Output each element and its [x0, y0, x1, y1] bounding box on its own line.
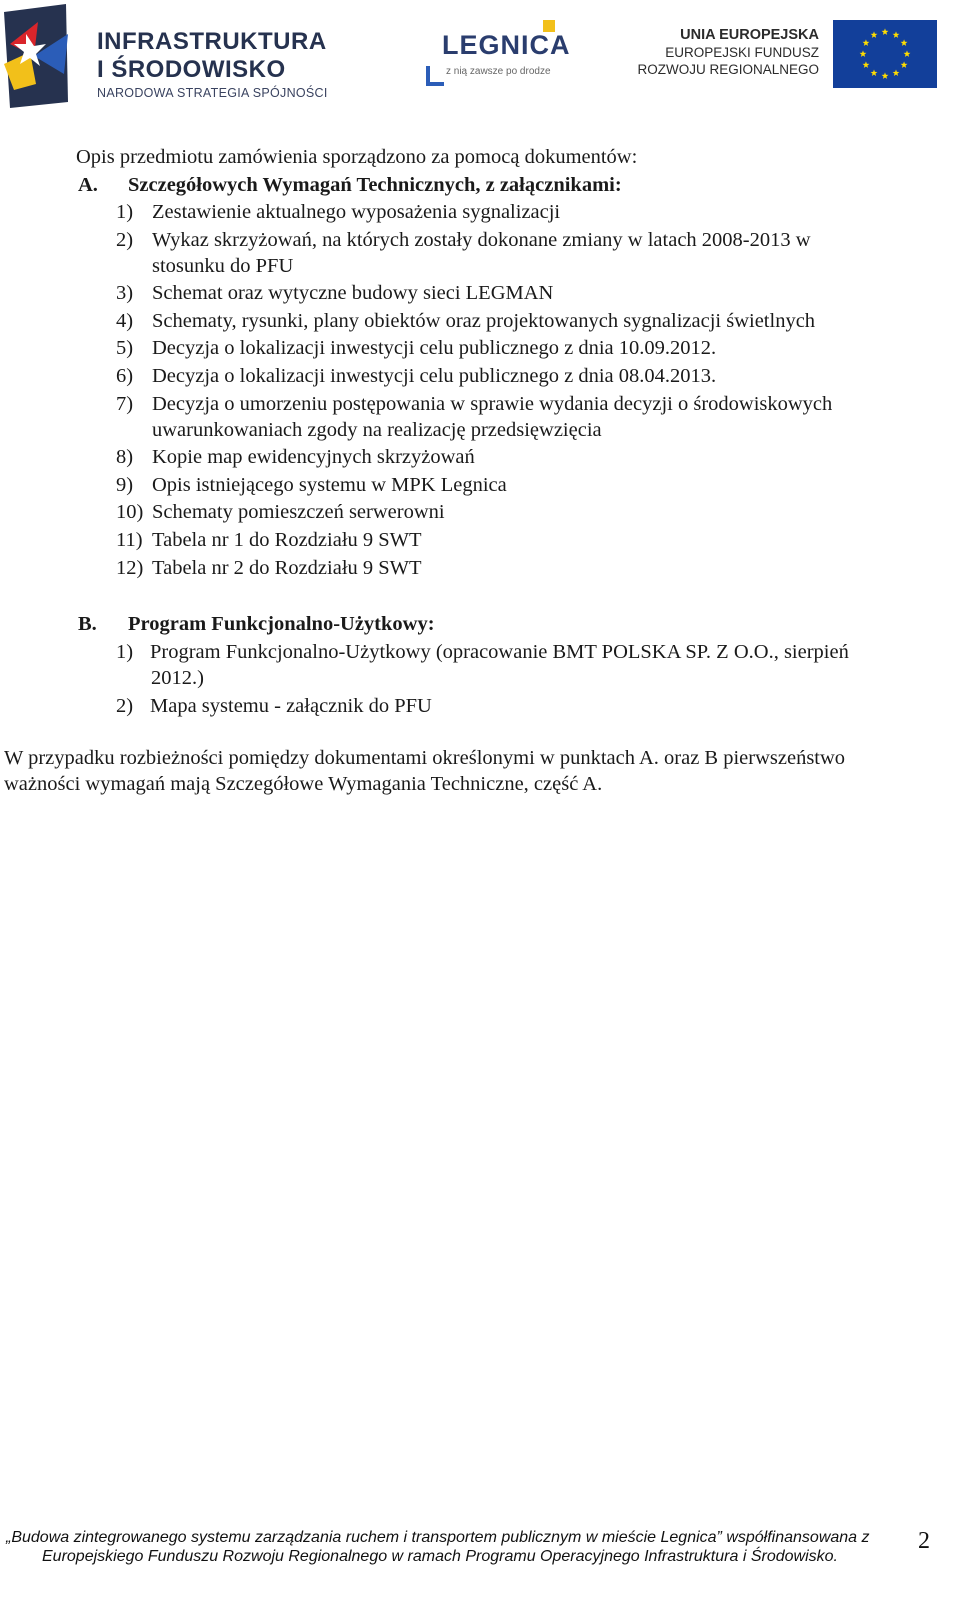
list-item-number: 6) [116, 365, 134, 387]
eu-logo [637, 18, 937, 90]
section-a-title: Szczegółowych Wymagań Technicznych, z załącznikami: [128, 174, 622, 196]
legnica-bracket-icon [426, 66, 444, 86]
list-item-text: Schemat oraz wytyczne budowy sieci LEGMAN [152, 282, 554, 305]
legnica-logo [424, 18, 574, 92]
page-number: 2 [918, 1528, 930, 1554]
list-item-number: 3) [116, 282, 134, 305]
list-item-text: Zestawienie aktualnego wyposażenia sygnalizacji [152, 201, 561, 223]
list-item-number: 2) [116, 228, 134, 251]
list-item-number: 2) [116, 695, 134, 717]
eu-logo-line1: UNIA EUROPEJSKA [680, 27, 819, 43]
list-item-number: 11) [116, 529, 143, 551]
eu-star-icon [871, 31, 878, 38]
ifs-logo-line3: NARODOWA STRATEGIA SPÓJNOŚCI [97, 86, 328, 100]
section-a-item-7-continuation: uwarunkowaniach zgody na realizację przedsięwzięcia [152, 418, 602, 441]
section-b-title: Program Funkcjonalno-Użytkowy: [128, 613, 435, 635]
section-a-item-2-continuation: stosunku do PFU [152, 254, 294, 277]
list-item-number: 1) [116, 201, 134, 223]
section-a-letter: A. [78, 174, 98, 196]
closing-line-1: W przypadku rozbieżności pomiędzy dokumentami określonymi w punktach A. oraz B pierwszeństwo [4, 747, 846, 769]
list-item-text: Schematy pomieszczeń serwerowni [152, 501, 445, 524]
list-item-text: Tabela nr 2 do Rozdziału 9 SWT [152, 556, 422, 579]
list-item-number: 8) [116, 446, 134, 469]
list-item-number: 5) [116, 337, 134, 360]
footer-line-1: „Budowa zintegrowanego systemu zarządzania ruchem i transportem publicznym w mieście Legnica” współfinansowana z [6, 1529, 870, 1546]
list-item-text: Decyzja o lokalizacji inwestycji celu publicznego z dnia 10.09.2012. [152, 337, 717, 360]
list-item-number: 12) [116, 556, 144, 579]
ifs-logo-line2: I ŚRODOWISKO [97, 56, 286, 83]
footer-line-2: Europejskiego Funduszu Rozwoju Regionalnego w ramach Programu Operacyjnego Infrastruktura i Środowisko. [42, 1548, 838, 1565]
list-item-text: Tabela nr 1 do Rozdziału 9 SWT [152, 529, 422, 551]
eu-star-icon [893, 31, 900, 38]
eu-flag-icon [833, 20, 937, 88]
eu-star-icon [863, 61, 870, 68]
page-footer [0, 1528, 960, 1588]
list-item-number: 7) [116, 392, 134, 415]
legnica-logo-tagline: z nią zawsze po drodze [446, 66, 551, 77]
eu-logo-text [637, 26, 819, 78]
list-item-number: 10) [116, 501, 144, 524]
intro-text: Opis przedmiotu zamówienia sporządzono za pomocą dokumentów: [76, 146, 638, 168]
ifs-emblem-icon [4, 4, 76, 108]
legnica-logo-name: LEGNICA [442, 30, 571, 60]
ifs-logo-line1: INFRASTRUKTURA [97, 28, 327, 55]
list-item-text: Program Funkcjonalno-Użytkowy (opracowanie BMT POLSKA SP. Z O.O., sierpień [150, 641, 849, 663]
eu-star-icon [882, 28, 889, 35]
header-logo-bar [0, 0, 960, 110]
eu-star-icon [860, 50, 867, 57]
list-item-text: Kopie map ewidencyjnych skrzyżowań [152, 446, 475, 469]
list-item-text: Mapa systemu - załącznik do PFU [150, 695, 432, 717]
eu-star-icon [904, 50, 911, 57]
infrastruktura-srodowisko-logo [4, 4, 340, 108]
list-item-number: 4) [116, 309, 134, 332]
list-item-number: 1) [116, 641, 134, 663]
section-b-letter: B. [78, 613, 97, 635]
list-item-text: Opis istniejącego systemu w MPK Legnica [152, 473, 507, 496]
eu-logo-line3: ROZWOJU REGIONALNEGO [637, 62, 819, 77]
eu-star-icon [901, 61, 908, 68]
eu-star-icon [871, 69, 878, 76]
eu-star-icon [882, 72, 889, 79]
closing-line-2: ważności wymagań mają Szczegółowe Wymagania Techniczne, część A. [4, 773, 603, 795]
eu-star-icon [863, 39, 870, 46]
section-b-item-1-continuation: 2012.) [151, 667, 204, 689]
list-item-text: Decyzja o umorzeniu postępowania w sprawie wydania decyzji o środowiskowych [152, 392, 833, 415]
eu-star-icon [901, 39, 908, 46]
eu-logo-line2: EUROPEJSKI FUNDUSZ [665, 45, 819, 60]
list-item-text: Decyzja o lokalizacji inwestycji celu publicznego z dnia 08.04.2013. [152, 365, 717, 387]
eu-star-icon [893, 69, 900, 76]
list-item-number: 9) [116, 473, 134, 496]
list-item-text: Wykaz skrzyżowań, na których zostały dokonane zmiany w latach 2008-2013 w [152, 228, 811, 251]
list-item-text: Schematy, rysunki, plany obiektów oraz projektowanych sygnalizacji świetlnych [152, 309, 816, 332]
